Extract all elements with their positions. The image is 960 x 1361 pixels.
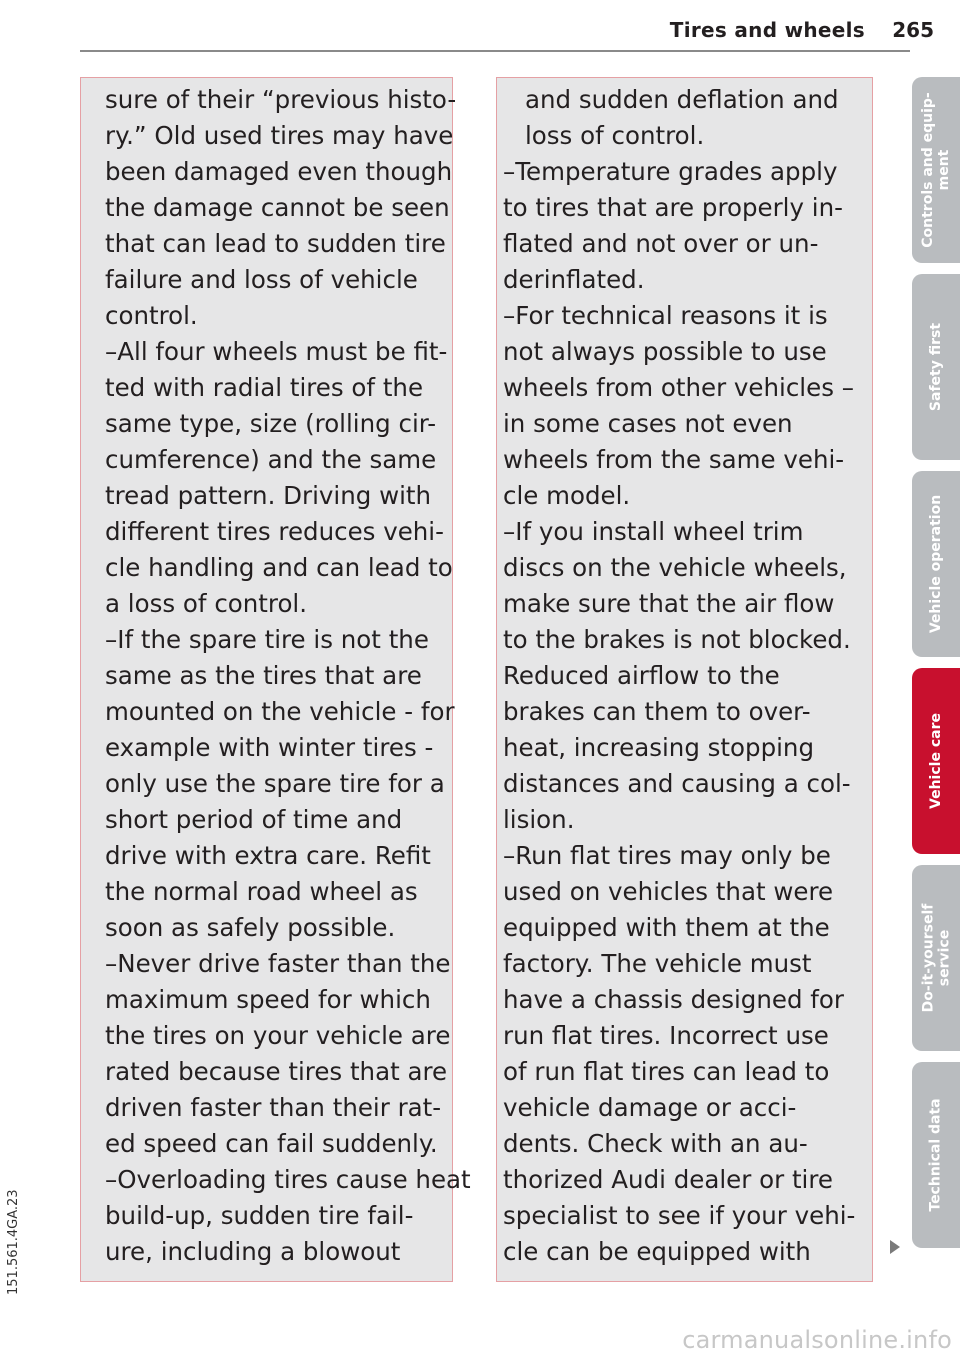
chapter-tab-5[interactable] [912,865,960,1051]
text-line: distances and causing a col- [503,769,851,798]
text-line: cumference) and the same [105,445,437,474]
continued-paragraph [503,82,872,154]
text-line: ry.” Old used tires may have [105,121,454,150]
text-line: control. [105,301,198,330]
text-line: –Run flat tires may only be [503,841,831,870]
text-line: Reduced airflow to the [503,661,780,690]
section-title: Tires and wheels [669,18,865,42]
bullet-item [503,298,872,514]
text-line: soon as safely possible. [105,913,396,942]
text-line: wheels from the same vehi- [503,445,845,474]
bullet-item [105,334,452,622]
chapter-tab-2[interactable] [912,274,960,460]
text-line: in some cases not even [503,409,793,438]
bullet-item [105,946,452,1162]
text-line: rated because tires that are [105,1057,448,1086]
text-line: driven faster than their rat- [105,1093,442,1122]
text-line: maximum speed for which [105,985,431,1014]
text-line: mounted on the vehicle - for [105,697,455,726]
text-line: of run flat tires can lead to [503,1057,830,1086]
chapter-tab-3[interactable] [912,471,960,657]
text-line: –All four wheels must be fit- [105,337,448,366]
bullet-item [105,1162,471,1270]
chapter-tab-label-line: Vehicle care [928,713,945,809]
text-line: cle handling and can lead to [105,553,453,582]
text-line: wheels from other vehicles – [503,373,854,402]
text-line: only use the spare tire for a [105,769,445,798]
text-line: the normal road wheel as [105,877,418,906]
document-code: 151.561.4GA.23 [6,1189,21,1295]
text-line: been damaged even though [105,157,453,186]
text-line: example with winter tires - [105,733,434,762]
text-line: have a chassis designed for [503,985,844,1014]
text-line: brakes can them to over- [503,697,811,726]
chapter-tab-label-line: Do-it-yourself [920,903,936,1013]
text-line: ure, including a blowout [105,1237,401,1266]
text-line: –Never drive faster than the [105,949,451,978]
chapter-tab-label [920,904,952,1013]
text-line: the damage cannot be seen [105,193,450,222]
text-line: factory. The vehicle must [503,949,812,978]
warning-box-right [496,77,873,1282]
text-line: cle can be equipped with [503,1237,811,1266]
play-arrow-icon [890,1240,900,1254]
text-line: cle model. [503,481,631,510]
bullet-item [503,514,872,838]
text-line: tread pattern. Driving with [105,481,432,510]
chapter-tab-label-line: Vehicle operation [928,494,945,634]
chapter-tab-6[interactable] [912,1062,960,1248]
text-line: –If you install wheel trim [503,517,804,546]
chapter-tab-label-line: Safety first [928,322,944,412]
text-line: loss of control. [525,121,705,150]
warning-box-left [80,77,471,1282]
text-line: the tires on your vehicle are [105,1021,451,1050]
text-line: –Temperature grades apply [503,157,838,186]
bullet-item [105,622,455,946]
chapter-tab-label-line: Controls and equip- [920,92,937,248]
text-line: equipped with them at the [503,913,830,942]
chapter-tab-label [928,713,944,809]
text-line: drive with extra care. Refit [105,841,431,870]
bullet-item [503,838,872,1270]
text-line: ed speed can fail suddenly. [105,1129,438,1158]
left-column-text [81,82,471,1270]
text-line: same type, size (rolling cir- [105,409,437,438]
text-line: make sure that the air flow [503,589,835,618]
text-line: build-up, sudden tire fail- [105,1201,414,1230]
chapter-tab-label-line: Technical data [928,1098,944,1212]
text-line: derinflated. [503,265,645,294]
right-column-text [497,82,872,1270]
chapter-tab-label-line: service [936,929,952,987]
text-line: to the brakes is not blocked. [503,625,851,654]
text-line: vehicle damage or acci- [503,1093,797,1122]
text-line: that can lead to sudden tire [105,229,446,258]
text-line: same as the tires that are [105,661,422,690]
text-line: heat, increasing stopping [503,733,815,762]
text-line: thorized Audi dealer or tire [503,1165,833,1194]
text-line: lision. [503,805,575,834]
text-line: –If the spare tire is not the [105,625,429,654]
text-line: short period of time and [105,805,403,834]
continued-paragraph [105,82,457,334]
text-line: discs on the vehicle wheels, [503,553,847,582]
chapter-tab-label [928,1098,944,1211]
text-line: ted with radial tires of the [105,373,424,402]
text-line: –Overloading tires cause heat [105,1165,471,1194]
text-line: sure of their “previous histo- [105,85,457,114]
watermark: carmanualsonline.info [682,1326,952,1354]
text-line: to tires that are properly in- [503,193,843,222]
text-line: flated and not over or un- [503,229,819,258]
text-line: used on vehicles that were [503,877,834,906]
chapter-tab-label [920,92,952,248]
page-number: 265 [892,18,934,42]
text-line: and sudden deflation and [525,85,839,114]
bullet-item [503,154,872,298]
chapter-tab-label-line: ment [936,149,953,191]
chapter-tab-label [928,323,944,411]
header-rule [80,50,910,52]
text-line: run flat tires. Incorrect use [503,1021,829,1050]
text-line: not always possible to use [503,337,827,366]
text-line: a loss of control. [105,589,308,618]
chapter-tab-4[interactable] [912,668,960,854]
text-line: different tires reduces vehi- [105,517,444,546]
chapter-tab-label [928,495,944,633]
chapter-tab-1[interactable] [912,77,960,263]
text-line: –For technical reasons it is [503,301,828,330]
text-line: failure and loss of vehicle [105,265,418,294]
text-line: dents. Check with an au- [503,1129,808,1158]
text-line: specialist to see if your vehi- [503,1201,856,1230]
